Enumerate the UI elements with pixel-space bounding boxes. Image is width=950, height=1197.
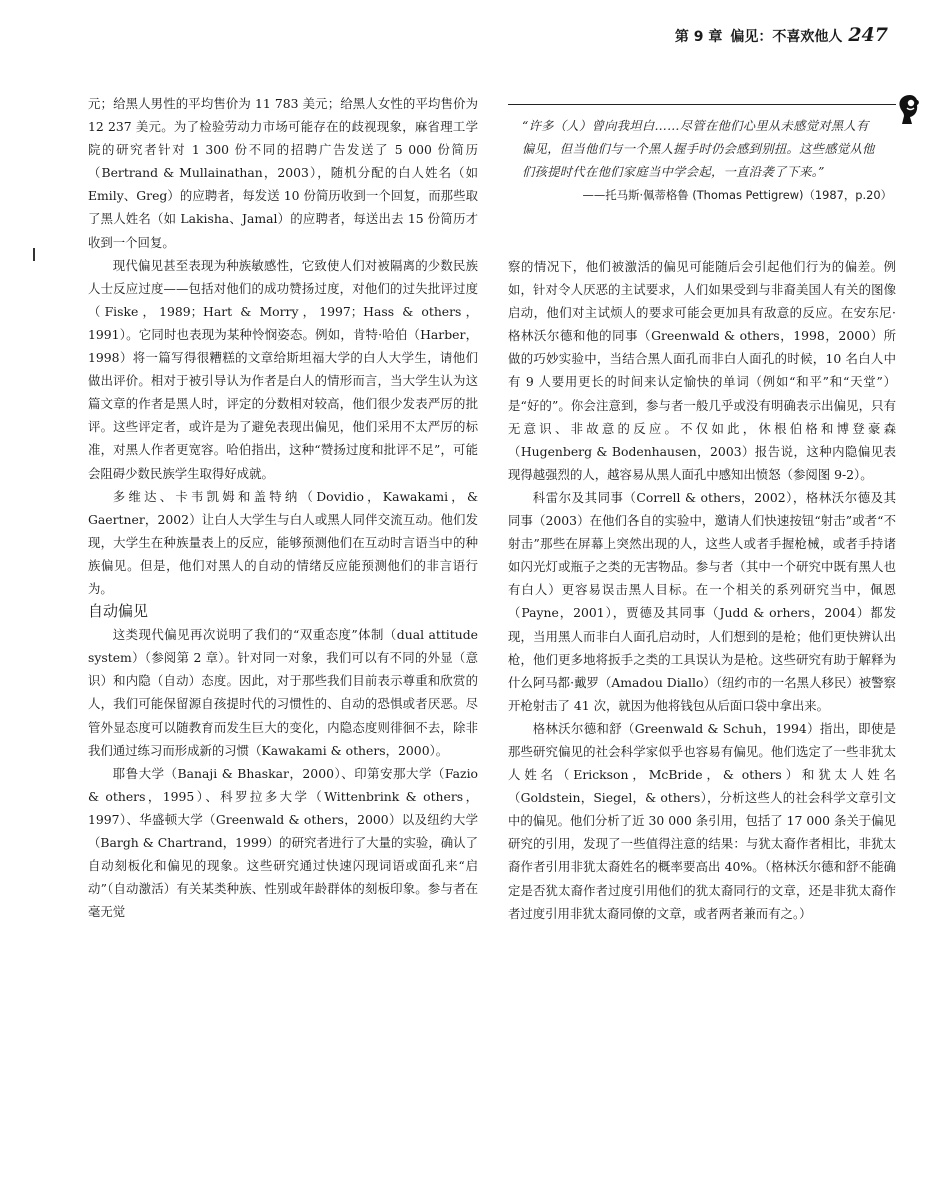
chapter-label: 第 9 章 — [674, 29, 723, 45]
pull-quote-text: “许多（人）曾向我坦白……尽管在他们心里从未感觉对黑人有偏见，但当他们与一个黑人握手时仍会感到别扭。这些感觉从他们孩提时代在他们家庭当中学会起，一直沿袭了下来。” — [522, 119, 875, 179]
body-paragraph: 耶鲁大学（Banaji & Bhaskar，2000）、印第安那大学（Fazio & others，1995）、科罗拉多大学（Wittenbrink & others，1997）、华盛顿大学（Greenwald & others，2000）以及纽约大学（Bargh & Chartrand，1999）的研究者进行了大量的实验，确认了自动刻板化和偏见的现象。这些研究通过快速闪现词语或面孔来“启动”（自动激活）有关某类种族、性别或年龄群体的刻板印象。参与者在毫无觉 — [88, 765, 478, 920]
body-paragraph: 多维达、卡韦凯姆和盖特纳（Dovidio，Kawakami，& Gaertner，2002）让白人大学生与白人或黑人同伴交流互动。他们发现，大学生在种族量表上的反应，能够预测他们在互动时言语当中的种族偏见。但是，他们对黑人的自动的情绪反应能预测他们的非言语行为。 — [88, 488, 478, 596]
chapter-title: 偏见：不喜欢他人 — [730, 29, 843, 45]
body-paragraph: 现代偏见甚至表现为种族敏感性，它致使人们对被隔离的少数民族人士反应过度——包括对他们的成功赞扬过度，对他们的过失批评过度（Fiske，1989；Hart & Morry，1997；Hass & others，1991）。它同时也表现为某种怜悯姿态。例如，肯特·哈伯（Harber，1998）将一篇写得很糟糕的文章给斯坦福大学的白人大学生，请他们做出评价。相对于被引导认为作者是白人的情形而言，当大学生认为这篇文章的作者是黑人时，评定的分数相对较高，他们很少发表严厉的批评。这些评定者，或许是为了避免表现出偏见，他们采用不太严厉的标准，对黑人作者更宽容。哈伯指出，这种“赞扬过度和批评不足”，可能会阻碍少数民族学生取得好成就。 — [88, 257, 478, 481]
left-column — [88, 92, 478, 923]
pull-quote-attribution: ——托马斯·佩蒂格鲁 (Thomas Pettigrew)（1987，p.20） — [582, 188, 892, 202]
quote-person-icon — [890, 92, 924, 126]
pull-quote — [508, 104, 896, 207]
body-paragraph: 元；给黑人男性的平均售价为 11 783 美元；给黑人女性的平均售价为 12 237 美元。为了检验劳动力市场可能存在的歧视现象，麻省理工学院的研究者针对 1 300 份不同的招聘广告发送了 5 000 份简历（Bertrand & Mullainathan，2003），随机分配的白人姓名（如 Emily、Greg）的应聘者，每发送 10 份简历收到一个回复，而那些取了黑人姓名（如 Lakisha、Jamal）的应聘者，每送出去 15 份简历才收到一个回复。 — [88, 96, 478, 250]
running-header — [675, 24, 888, 46]
body-paragraph: 这类现代偏见再次说明了我们的“双重态度”体制（dual attitude system）（参阅第 2 章）。针对同一对象，我们可以有不同的外显（意识）和内隐（自动）态度。因此，对于那些我们目前表示尊重和欣赏的人，我们可能保留源自孩提时代的习惯性的、自动的恐惧或者厌恶。尽管外显态度可以随教育而发生巨大的变化，内隐态度则徘徊不去，除非我们通过练习而形成新的习惯（Kawakami & others，2000）。 — [88, 627, 478, 758]
margin-mark — [33, 248, 35, 261]
right-column — [508, 255, 896, 925]
body-paragraph: 格林沃尔德和舒（Greenwald & Schuh，1994）指出，即使是那些研究偏见的社会科学家似乎也容易有偏见。他们选定了一些非犹太人姓名（Erickson，McBride，& others）和犹太人姓名（Goldstein，Siegel，& others），分析这些人的社会科学文章引文中的偏见。他们分析了近 30 000 条引用，包括了 17 000 条关于偏见研究的引用，发现了一些值得注意的结果：与犹太裔作者相比，非犹太裔作者引用非犹太裔姓名的概率要高出 40%。（格林沃尔德和舒不能确定是否犹太裔作者过度引用他们的犹太裔同行的文章，还是非犹太裔作者过度引用非犹太裔同僚的文章，或者两者兼而有之。） — [508, 720, 896, 921]
body-paragraph: 察的情况下，他们被激活的偏见可能随后会引起他们行为的偏差。例如，针对令人厌恶的主试要求，人们如果受到与非裔美国人有关的图像启动，他们对主试烦人的要求可能会更加具有敌意的反应。在安东尼·格林沃尔德和他的同事（Greenwald & others，1998，2000）所做的巧妙实验中，当结合黑人面孔而非白人面孔的时候，10 名白人中有 9 人要用更长的时间来认定愉快的单词（例如“和平”和“天堂”）是“好的”。你会注意到，参与者一般几乎或没有明确表示出偏见，只有无意识、非故意的反应。不仅如此，休根伯格和博登豪森（Hugenberg & Bodenhausen，2003）报告说，这种内隐偏见表现得越强烈的人，越容易从黑人面孔中感知出愤怒（参阅图 9-2）。 — [508, 259, 896, 482]
page-number: 247 — [848, 24, 888, 46]
section-heading: 自动偏见 — [88, 602, 149, 621]
body-paragraph: 科雷尔及其同事（Correll & others，2002），格林沃尔德及其同事（2003）在他们各自的实验中，邀请人们快速按钮“射击”或者“不射击”那些在屏幕上突然出现的人，这些人或者手握枪械，或者手持诸如闪光灯或瓶子之类的无害物品。参与者（其中一个研究中既有黑人也有白人）更容易误击黑人目标。在一个相关的系列研究当中，佩恩（Payne，2001），贾德及其同事（Judd & orhers，2004）都发现，当用黑人而非白人面孔启动时，人们想到的是枪；他们更快辨认出枪，他们更多地将扳手之类的工具误认为是枪。这些研究有助于解释为什么阿马都·戴罗（Amadou Diallo）（纽约市的一名黑人移民）被警察开枪射击了 41 次，就因为他将钱包从后面口袋中拿出来。 — [508, 489, 896, 713]
